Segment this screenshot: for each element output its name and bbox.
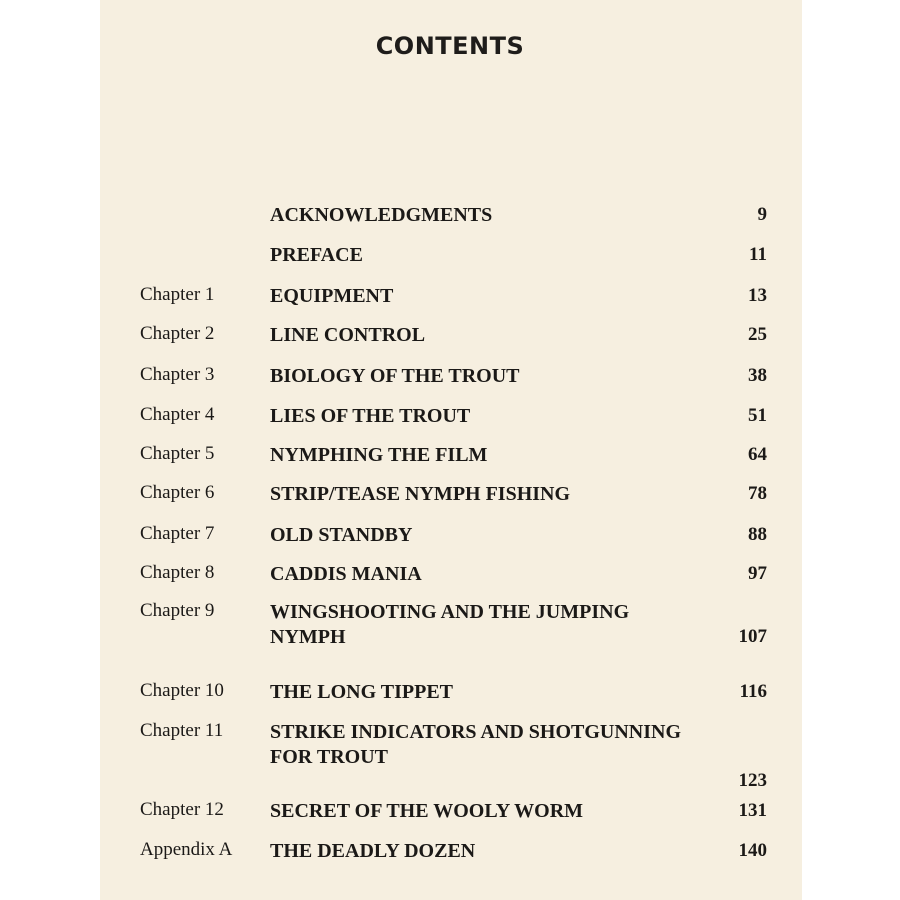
entry-label: Chapter 10 (140, 680, 224, 701)
entry-label: Appendix A (140, 839, 233, 860)
entry-label: Chapter 8 (140, 562, 215, 583)
entry-title-line1: THE LONG TIPPET (270, 681, 454, 703)
entry-label: Chapter 6 (140, 482, 215, 503)
entry-page-number: 131 (738, 800, 767, 821)
entry-label: Chapter 9 (140, 600, 215, 621)
entry-title (270, 482, 570, 507)
entry-label: Chapter 4 (140, 404, 215, 425)
entry-title-line1: OLD STANDBY (270, 524, 413, 546)
entry-page-number: 140 (738, 840, 767, 861)
entry-title-line2: NYMPH (270, 626, 346, 648)
entry-page-number: 25 (748, 324, 767, 345)
entry-title (270, 839, 475, 864)
entry-title (270, 562, 422, 587)
entry-label: Chapter 12 (140, 799, 224, 820)
entry-title-line1: STRIKE INDICATORS AND SHOTGUNNING (270, 721, 682, 743)
entry-title-line1: THE DEADLY DOZEN (270, 840, 476, 862)
entry-label: Chapter 3 (140, 364, 215, 385)
entry-page-number: 107 (738, 626, 767, 647)
contents-heading: CONTENTS (375, 32, 525, 60)
entry-page-number: 11 (749, 244, 767, 265)
entry-page-number: 51 (748, 405, 767, 426)
entry-title (270, 323, 425, 348)
entry-label: Chapter 5 (140, 443, 215, 464)
entry-label: Chapter 7 (140, 523, 215, 544)
entry-title-line1: STRIP/TEASE NYMPH FISHING (270, 483, 571, 505)
entry-page-number: 9 (757, 204, 767, 225)
entry-title (270, 680, 453, 705)
entry-title (270, 364, 520, 389)
entry-title-line1: CADDIS MANIA (270, 563, 422, 585)
entry-page-number: 38 (748, 365, 767, 386)
entry-page-number: 88 (748, 524, 767, 545)
entry-title (270, 799, 583, 824)
entry-title (270, 600, 629, 650)
entry-page-number: 64 (748, 444, 767, 465)
entry-title-line1: ACKNOWLEDGMENTS (270, 204, 493, 226)
entry-title (270, 720, 681, 770)
entry-title-line1: BIOLOGY OF THE TROUT (270, 365, 520, 387)
entry-title-line1: SECRET OF THE WOOLY WORM (270, 800, 584, 822)
entry-title-line1: LINE CONTROL (270, 324, 426, 346)
entry-title-line1: WINGSHOOTING AND THE JUMPING (270, 601, 630, 623)
entry-title (270, 284, 393, 309)
entry-page-number: 123 (738, 770, 767, 791)
entry-title (270, 243, 363, 268)
entry-title (270, 523, 412, 548)
entry-title (270, 203, 492, 228)
entry-page-number: 78 (748, 483, 767, 504)
entry-page-number: 97 (748, 563, 767, 584)
entry-title-line1: EQUIPMENT (270, 285, 394, 307)
entry-title-line2: FOR TROUT (270, 746, 388, 768)
entry-title (270, 404, 470, 429)
entry-page-number: 116 (739, 681, 767, 702)
entry-title-line1: PREFACE (270, 244, 363, 266)
entry-label: Chapter 11 (140, 720, 224, 741)
entry-label: Chapter 1 (140, 284, 215, 305)
entry-title-line1: LIES OF THE TROUT (270, 405, 471, 427)
entry-title (270, 443, 487, 468)
entry-title-line1: NYMPHING THE FILM (270, 444, 488, 466)
entry-label: Chapter 2 (140, 323, 215, 344)
entry-page-number: 13 (748, 285, 767, 306)
